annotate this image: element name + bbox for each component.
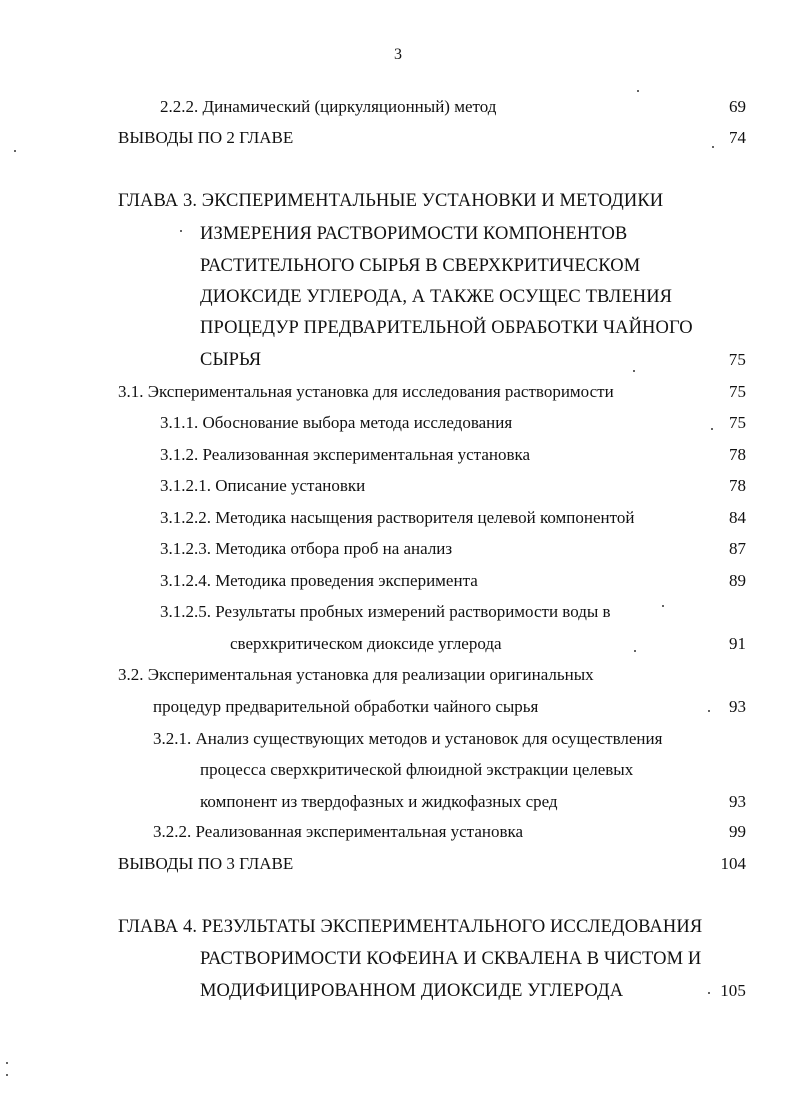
toc-entry	[0, 663, 796, 687]
toc-entry-title: 3.2.1. Анализ существующих методов и установок для осуществления	[153, 729, 663, 748]
toc-entry-title: 3.1.2.3. Методика отбора проб на анализ	[160, 539, 453, 558]
toc-chapter-heading	[0, 189, 796, 213]
toc-entry-page: 74	[729, 128, 746, 147]
scan-speck	[711, 428, 713, 430]
toc-entry-page: 75	[729, 413, 746, 432]
toc-entry	[0, 95, 796, 119]
scan-speck	[637, 90, 639, 92]
toc-entry	[0, 126, 796, 150]
toc-entry	[0, 411, 796, 435]
toc-entry-page: 78	[729, 445, 746, 464]
toc-entry-title: 3.1.2.4. Методика проведения эксперимента	[160, 571, 478, 590]
toc-entry	[0, 537, 796, 561]
toc-entry	[0, 758, 796, 782]
page-number: 3	[394, 46, 402, 63]
toc-entry-page: 89	[729, 571, 746, 590]
toc-chapter-heading-line	[0, 348, 796, 372]
toc-chapter-heading-line	[0, 947, 796, 971]
toc-chapter-heading-line	[0, 254, 796, 278]
toc-entry-title: СЫРЬЯ	[200, 350, 262, 370]
toc-entry-page: 91	[729, 634, 746, 653]
toc-entry	[0, 569, 796, 593]
toc-entry-page: 84	[729, 508, 746, 527]
scan-speck	[712, 146, 714, 148]
scan-speck	[633, 370, 635, 372]
scan-speck	[6, 1062, 8, 1064]
toc-entry-title: ИЗМЕРЕНИЯ РАСТВОРИМОСТИ КОМПОНЕНТОВ	[200, 224, 628, 244]
toc-entry-title: 3.1.2.1. Описание установки	[160, 476, 366, 495]
toc-entry-page: 93	[729, 697, 746, 716]
toc-entry-title: ДИОКСИДЕ УГЛЕРОДА, А ТАКЖЕ ОСУЩЕС ТВЛЕНИЯ	[200, 287, 673, 307]
toc-entry-page: 69	[729, 97, 746, 116]
toc-entry-page: 104	[720, 854, 746, 873]
toc-entry	[0, 695, 796, 719]
toc-entry-title: РАСТВОРИМОСТИ КОФЕИНА И СКВАЛЕНА В ЧИСТОМ И	[200, 949, 702, 969]
toc-chapter-heading-line	[0, 316, 796, 340]
toc-entry-title: 3.2. Экспериментальная установка для реализации оригинальных	[118, 665, 594, 684]
scan-speck	[6, 1074, 8, 1076]
toc-entry-title: ГЛАВА 4. РЕЗУЛЬТАТЫ ЭКСПЕРИМЕНТАЛЬНОГО ИССЛЕДОВАНИЯ	[118, 917, 703, 937]
toc-entry-page: 78	[729, 476, 746, 495]
toc-entry	[0, 506, 796, 530]
toc-entry-title: ГЛАВА 3. ЭКСПЕРИМЕНТАЛЬНЫЕ УСТАНОВКИ И МЕТОДИКИ	[118, 191, 664, 211]
toc-entry-title: 3.1. Экспериментальная установка для исследования растворимости	[118, 382, 614, 401]
toc-entry	[0, 852, 796, 876]
toc-entry-page: 87	[729, 539, 746, 558]
scan-speck	[634, 650, 636, 652]
toc-entry-title: ВЫВОДЫ ПО 2 ГЛАВЕ	[118, 128, 294, 147]
toc-entry	[0, 632, 796, 656]
toc-entry-title: МОДИФИЦИРОВАННОМ ДИОКСИДЕ УГЛЕРОДА	[200, 981, 624, 1001]
toc-entry-title: ВЫВОДЫ ПО 3 ГЛАВЕ	[118, 854, 294, 873]
toc-entry	[0, 380, 796, 404]
toc-entry-title: 3.2.2. Реализованная экспериментальная установка	[153, 822, 524, 841]
toc-chapter-heading-line	[0, 222, 796, 246]
toc-entry-page: 75	[728, 350, 746, 369]
toc-entry-title: 3.1.2.5. Результаты пробных измерений растворимости воды в	[160, 602, 611, 621]
toc-chapter-heading-line	[0, 285, 796, 309]
toc-entry	[0, 820, 796, 844]
toc-entry-page: 75	[729, 382, 746, 401]
toc-entry-title: 3.1.2. Реализованная экспериментальная установка	[160, 445, 531, 464]
toc-entry-page: 93	[729, 792, 746, 811]
toc-entry-title: 2.2.2. Динамический (циркуляционный) метод	[160, 97, 497, 116]
toc-entry	[0, 443, 796, 467]
toc-entry-title: процесса сверхкритической флюидной экстракции целевых	[200, 760, 634, 779]
toc-entry-page: 105	[720, 981, 746, 1000]
toc-entry	[0, 790, 796, 814]
toc-entry-title: 3.1.1. Обоснование выбора метода исследования	[160, 413, 513, 432]
scan-speck	[708, 710, 710, 712]
toc-entry	[0, 474, 796, 498]
toc-chapter-heading-line	[0, 979, 796, 1003]
toc-entry-title: процедур предварительной обработки чайного сырья	[153, 697, 539, 716]
toc-entry-title: сверхкритическом диоксиде углерода	[230, 634, 502, 653]
toc-entry-title: ПРОЦЕДУР ПРЕДВАРИТЕЛЬНОЙ ОБРАБОТКИ ЧАЙНОГО	[200, 318, 693, 338]
toc-entry	[0, 600, 796, 624]
toc-entry	[0, 727, 796, 751]
toc-chapter-heading	[0, 915, 796, 939]
scan-speck	[662, 605, 664, 607]
scan-speck	[708, 992, 710, 994]
scan-speck	[14, 150, 16, 152]
toc-entry-page: 99	[729, 822, 746, 841]
toc-entry-title: компонент из твердофазных и жидкофазных сред	[200, 792, 558, 811]
toc-entry-title: 3.1.2.2. Методика насыщения растворителя целевой компонентой	[160, 508, 635, 527]
scan-speck	[180, 230, 182, 232]
toc-entry-title: РАСТИТЕЛЬНОГО СЫРЬЯ В СВЕРХКРИТИЧЕСКОМ	[200, 256, 641, 276]
